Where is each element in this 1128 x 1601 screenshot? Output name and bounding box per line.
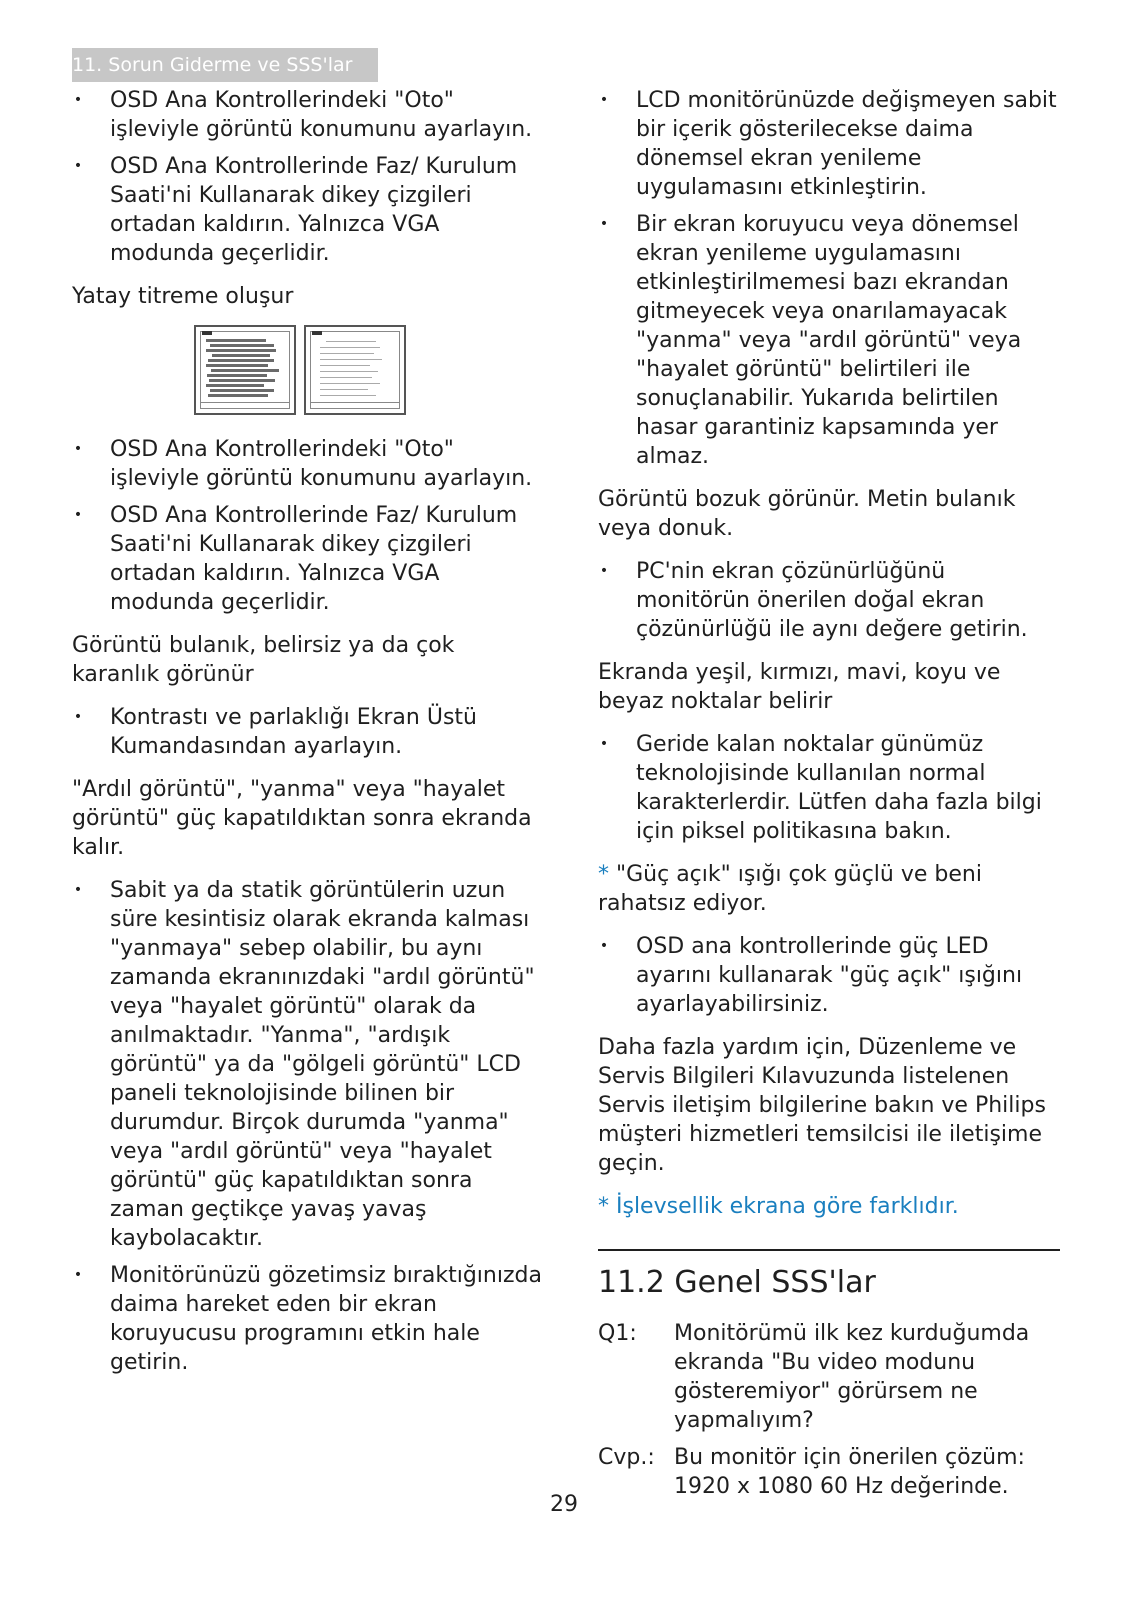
question-label: Q1: xyxy=(598,1321,637,1346)
section-title: 11.2 Genel SSS'lar xyxy=(598,1265,876,1300)
subheading-burn-in: "Ardıl görüntü", "yanma" veya "hayalet görüntü" güç kapatıldıktan sonra ekranda kalır. xyxy=(72,777,532,860)
list-item xyxy=(598,86,1060,202)
subheading-blurry-image: Görüntü bulanık, belirsiz ya da çok karanlık görünür xyxy=(72,633,455,687)
subheading-power-light-text: "Güç açık" ışığı çok güçlü ve beni rahatsız ediyor. xyxy=(598,862,982,916)
bullet-icon: • xyxy=(73,507,83,523)
subheading-distorted-image: Görüntü bozuk görünür. Metin bulanık veya donuk. xyxy=(598,487,1016,541)
list-item-text: Monitörünüzü gözetimsiz bıraktığınızda daima hareket eden bir ekran koruyucusu programını etkin hale getirin. xyxy=(110,1263,542,1375)
answer-label: Cvp.: xyxy=(598,1445,655,1470)
bullet-list xyxy=(72,703,542,761)
footnote: * İşlevsellik ekrana göre farklıdır. xyxy=(598,1194,959,1219)
list-item xyxy=(72,876,542,1253)
more-help-paragraph: Daha fazla yardım için, Düzenleme ve Servis Bilgileri Kılavuzunda listelenen Servis iletişim bilgilerine bakın ve Philips müşteri hizmetleri temsilcisi ile iletişime geçin. xyxy=(598,1035,1046,1176)
list-item-text: Geride kalan noktalar günümüz teknolojisinde kullanılan normal karakterlerdir. Lütfen daha fazla bilgi için piksel politikasına bakın. xyxy=(636,732,1042,844)
list-item xyxy=(72,1261,542,1377)
bullet-list xyxy=(72,435,542,617)
left-column xyxy=(72,86,542,1391)
list-item-text: OSD Ana Kontrollerindeki "Oto" işleviyle görüntü konumunu ayarlayın. xyxy=(110,437,533,491)
list-item xyxy=(598,730,1060,846)
bullet-icon: • xyxy=(73,158,83,174)
list-item-text: Kontrastı ve parlaklığı Ekran Üstü Kumandasından ayarlayın. xyxy=(110,705,477,759)
list-item xyxy=(598,210,1060,471)
bullet-icon: • xyxy=(599,216,609,232)
list-item xyxy=(598,557,1060,644)
bullet-icon: • xyxy=(73,1267,83,1283)
monitor-flicker-before-image xyxy=(194,325,296,415)
list-item-text: OSD Ana Kontrollerinde Faz/ Kurulum Saati'ni Kullanarak dikey çizgileri ortadan kaldırın. Yalnızca VGA modunda geçerlidir. xyxy=(110,154,518,266)
bullet-list xyxy=(598,932,1060,1019)
section-header-tab: 11. Sorun Giderme ve SSS'lar xyxy=(72,48,378,82)
bullet-icon: • xyxy=(73,441,83,457)
bullet-list xyxy=(72,86,542,268)
list-item xyxy=(72,501,542,617)
page-number: 29 xyxy=(550,1492,578,1517)
subheading-colored-dots: Ekranda yeşil, kırmızı, mavi, koyu ve beyaz noktalar belirir xyxy=(598,660,1001,714)
list-item xyxy=(72,435,542,493)
list-item-text: Sabit ya da statik görüntülerin uzun süre kesintisiz olarak ekranda kalması "yanmaya" sebep olabilir, bu aynı zamanda ekranınızdaki "ardıl görüntü" veya "hayalet görüntü" olarak da anılmaktadır. "Yanma", "ardışık görüntü" ya da "gölgeli görüntü" LCD paneli teknolojisinde bilinen bir durumdur. Birçok durumda "yanma" veya "ardıl görüntü" veya "hayalet görüntü" güç kapatıldıktan sonra zaman geçtikçe yavaş yavaş kaybolacaktır. xyxy=(110,878,535,1251)
bullet-icon: • xyxy=(599,736,609,752)
flicker-illustration xyxy=(194,325,542,415)
question-text: Monitörümü ilk kez kurduğumda ekranda "Bu video modunu gösteremiyor" görürsem ne yapmalıyım? xyxy=(674,1321,1030,1433)
bullet-icon: • xyxy=(599,938,609,954)
list-item-text: LCD monitörünüzde değişmeyen sabit bir içerik gösterilecekse daima dönemsel ekran yenileme uygulamasını etkinleştirin. xyxy=(636,88,1057,200)
subheading-horizontal-flicker: Yatay titreme oluşur xyxy=(72,284,294,309)
answer-text: Bu monitör için önerilen çözüm: 1920 x 1080 60 Hz değerinde. xyxy=(674,1445,1025,1499)
bullet-icon: • xyxy=(73,882,83,898)
list-item-text: PC'nin ekran çözünürlüğünü monitörün önerilen doğal ekran çözünürlüğü ile aynı değere getirin. xyxy=(636,559,1028,642)
list-item-text: OSD Ana Kontrollerinde Faz/ Kurulum Saati'ni Kullanarak dikey çizgileri ortadan kaldırın. Yalnızca VGA modunda geçerlidir. xyxy=(110,503,518,615)
list-item-text: OSD Ana Kontrollerindeki "Oto" işleviyle görüntü konumunu ayarlayın. xyxy=(110,88,533,142)
right-column xyxy=(598,86,1060,1509)
list-item-text: OSD ana kontrollerinde güç LED ayarını kullanarak "güç açık" ışığını ayarlayabilirsiniz. xyxy=(636,934,1023,1017)
bullet-icon: • xyxy=(73,92,83,108)
bullet-list xyxy=(598,557,1060,644)
list-item xyxy=(598,932,1060,1019)
subheading-power-light xyxy=(598,860,1060,918)
asterisk-mark: * xyxy=(598,862,616,887)
bullet-icon: • xyxy=(73,709,83,725)
list-item xyxy=(72,703,542,761)
section-divider xyxy=(598,1249,1060,1251)
bullet-icon: • xyxy=(599,563,609,579)
bullet-icon: • xyxy=(599,92,609,108)
monitor-flicker-after-image xyxy=(304,325,406,415)
list-item-text: Bir ekran koruyucu veya dönemsel ekran yenileme uygulamasını etkinleştirilmemesi bazı ekrandan gitmeyecek veya onarılamayacak "yanma" veya "ardıl görüntü" veya "hayalet görüntü" belirtileri ile sonuçlanabilir. Yukarıda belirtilen hasar garantiniz kapsamında yer almaz. xyxy=(636,212,1022,469)
faq-question xyxy=(598,1319,1060,1435)
list-item xyxy=(72,86,542,144)
list-item xyxy=(72,152,542,268)
bullet-list xyxy=(598,86,1060,471)
bullet-list xyxy=(72,876,542,1377)
bullet-list xyxy=(598,730,1060,846)
